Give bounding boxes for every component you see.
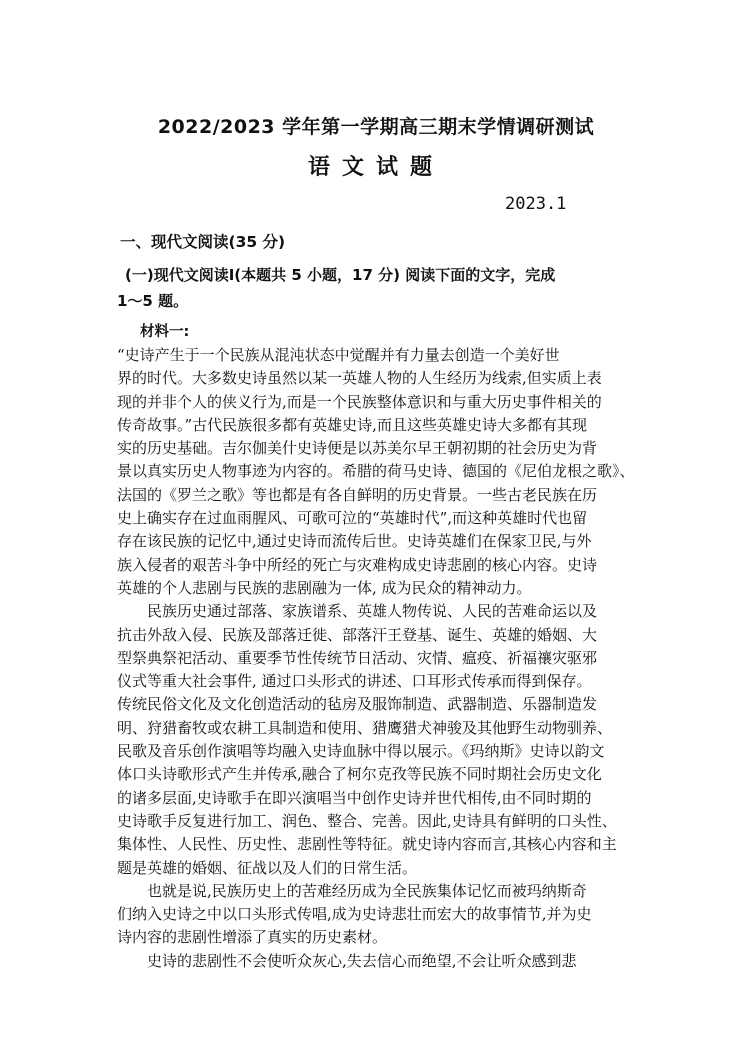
body-line: 史诗的悲剧性不会使听众灰心,失去信心而绝望,不会让听众感到悲 xyxy=(117,951,577,970)
subject-title: 语文试题 xyxy=(307,155,444,180)
body-line: 史诗歌手反复进行加工、润色、整合、完善。因此,史诗具有鲜明的口头性、 xyxy=(117,811,617,830)
body-line: 法国的《罗兰之歌》等也都是有各自鲜明的历史背景。一些古老民族在历 xyxy=(117,485,598,504)
exam-title: 2022/2023 学年第一学期高三期末学情调研测试 xyxy=(157,116,595,138)
body-line: 题是英雄的婚姻、征战以及人们的日常生活。 xyxy=(117,858,418,877)
body-line: 传统民俗文化及文化创造活动的毡房及服饰制造、武器制造、乐器制造发 xyxy=(117,695,598,714)
section-heading: 一、现代文阅读(35 分) xyxy=(120,233,286,251)
body-line: 诗内容的悲剧性增添了真实的历史素材。 xyxy=(117,928,388,947)
body-line: 景以真实历史人物事迹为内容的。希腊的荷马史诗、德国的《尼伯龙根之歌》、 xyxy=(117,462,635,481)
body-line: 现的并非个人的侠义行为,而是一个民族整体意识和与重大历史事件相关的 xyxy=(117,392,602,411)
body-line: 集体性、人民性、历史性、悲剧性等特征。就史诗内容而言,其核心内容和主 xyxy=(117,835,617,854)
body-line: 族入侵者的艰苦斗争中所经的死亡与灾难构成史诗悲剧的核心内容。史诗 xyxy=(117,555,598,574)
body-line: 明、狩猎畜牧或农耕工具制造和使用、猎鹰猎犬神骏及其他野生动物驯养、 xyxy=(117,718,613,737)
subsection-instructions xyxy=(117,262,647,314)
subsection-line-1: (一)现代文阅读Ⅰ(本题共 5 小题，17 分) 阅读下面的文字，完成 xyxy=(125,266,556,284)
body-line: 也就是说,民族历史上的苦难经历成为全民族集体记忆而被玛纳斯奇 xyxy=(117,881,587,900)
body-line: 史上确实存在过血雨腥风、可歌可泣的“英雄时代”,而这种英雄时代也留 xyxy=(117,509,588,528)
body-line: 体口头诗歌形式产生并传承,融合了柯尔克孜等民族不同时期社会历史文化 xyxy=(117,765,602,784)
exam-date: 2023.1 xyxy=(505,194,567,214)
body-line: 仪式等重大社会事件, 通过口头形式的讲述、口耳形式传承而得到保存。 xyxy=(117,672,592,691)
material-label: 材料一: xyxy=(140,324,190,340)
body-line: “史诗产生于一个民族从混沌状态中觉醒并有力量去创造一个美好世 xyxy=(117,346,560,364)
body-line: 民族历史通过部落、家族谱系、英雄人物传说、人民的苦难命运以及 xyxy=(117,602,598,621)
body-line: 存在该民族的记忆中,通过史诗而流传后世。史诗英雄们在保家卫民,与外 xyxy=(117,532,592,551)
body-line: 实的历史基础。吉尔伽美什史诗便是以苏美尔早王朝初期的社会历史为背 xyxy=(117,439,598,458)
subsection-line-2: 1～5 题。 xyxy=(117,292,189,310)
material-body xyxy=(117,344,649,973)
body-line: 传奇故事。”古代民族很多都有英雄史诗,而且这些英雄史诗大多都有其现 xyxy=(117,415,587,434)
body-line: 型祭典祭祀活动、重要季节性传统节日活动、灾情、瘟疫、祈福禳灾驱邪 xyxy=(117,648,598,667)
body-line: 界的时代。大多数史诗虽然以某一英雄人物的人生经历为线索,但实质上表 xyxy=(117,369,602,388)
body-line: 民歌及音乐创作演唱等均融入史诗血脉中得以展示。《玛纳斯》史诗以韵文 xyxy=(117,742,605,761)
body-line: 抗击外敌入侵、民族及部落迁徙、部落汗王登基、诞生、英雄的婚姻、大 xyxy=(117,625,598,644)
body-line: 的诸多层面,史诗歌手在即兴演唱当中创作史诗并世代相传,由不同时期的 xyxy=(117,788,592,807)
body-line: 们纳入史诗之中以口头形式传唱,成为史诗悲壮而宏大的故事情节,并为史 xyxy=(117,905,592,924)
body-line: 英雄的个人悲剧与民族的悲剧融为一体, 成为民众的精神动力。 xyxy=(117,578,532,597)
